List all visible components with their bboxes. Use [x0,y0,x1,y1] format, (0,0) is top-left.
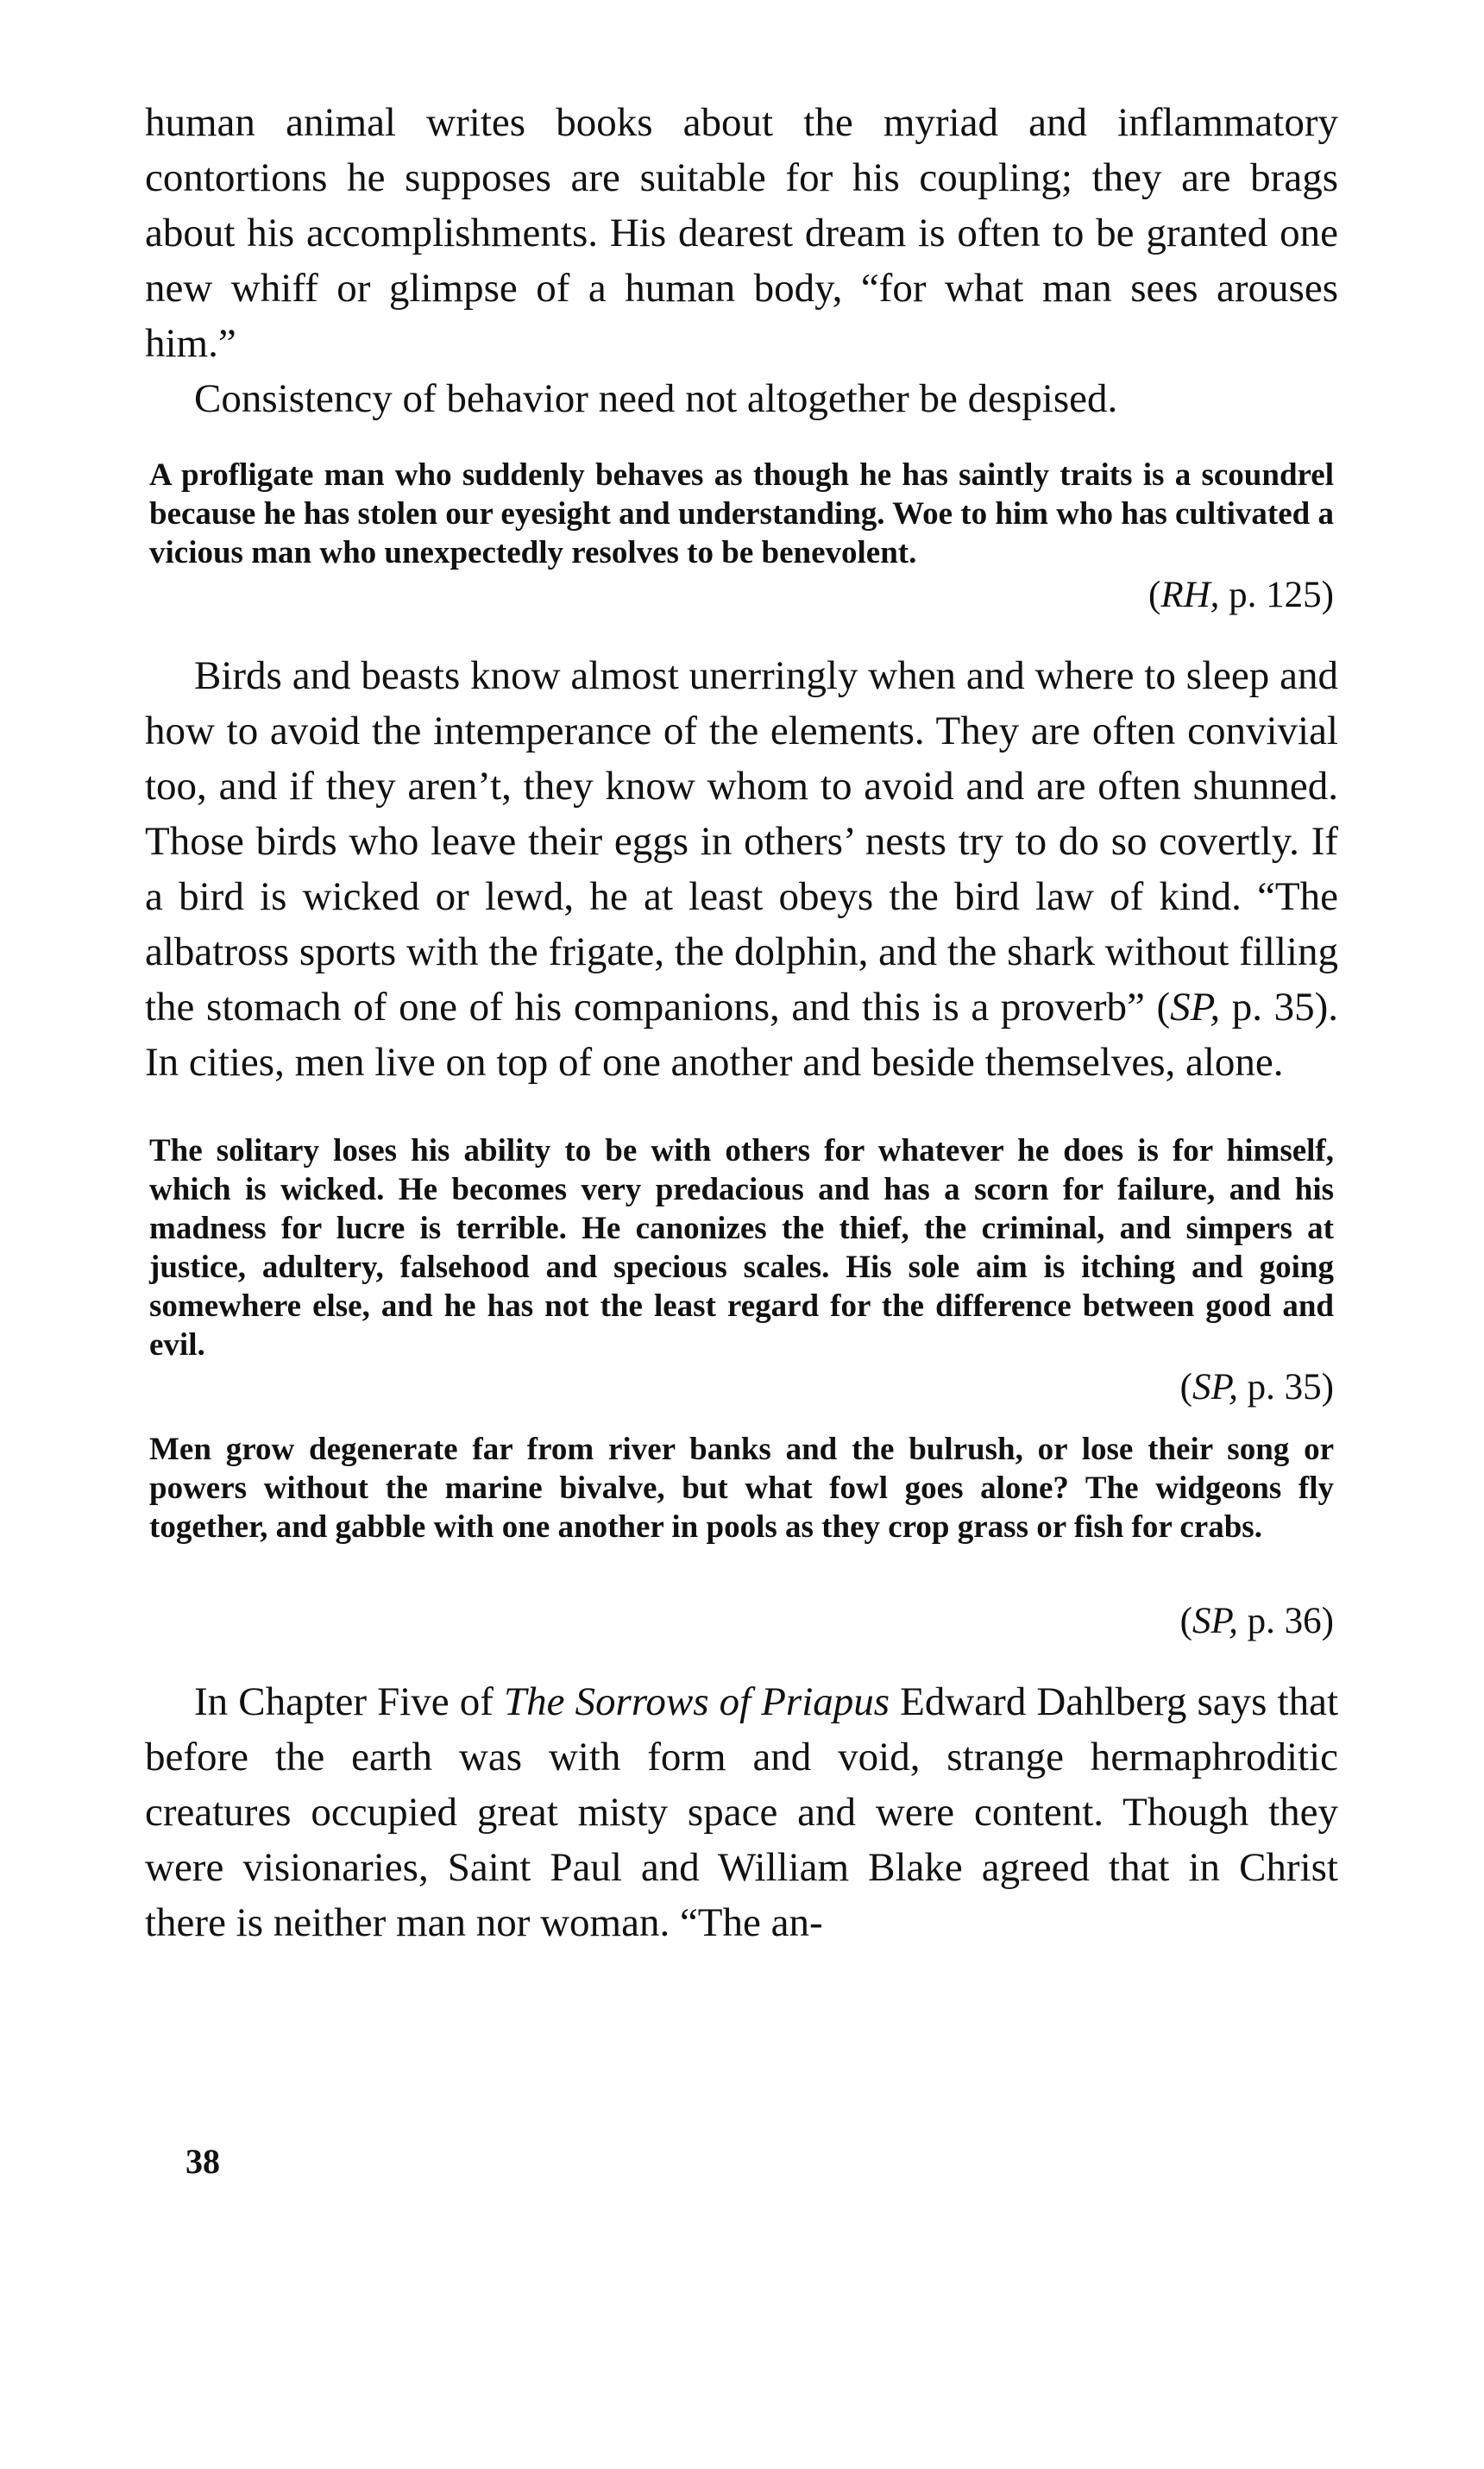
citation-sp-36: (SP, p. 36) [1179,1601,1334,1641]
book-title: The Sorrows of Priapus [503,1679,890,1724]
paragraph-chapter-five: In Chapter Five of The Sorrows of Priapus Edward Dahlberg says that before the earth was with form and void, strange hermaphroditic creatures occupied great misty space and were content. Though they were visionaries, Saint Paul and William Blake agreed that in Christ there is neither man nor woman. “The an- [145,1679,1338,1945]
block-quote-solitary: The solitary loses his ability to be with others for whatever he does is for himself, which is wicked. He becomes very predacious and has a scorn for failure, and his madness for lucre is terrible. He canonizes the thief, the criminal, and simpers at justice, adultery, falsehood and specious scales. His sole aim is itching and going somewhere else, and he has not the least regard for the difference between good and evil. [149,1133,1334,1363]
page-body [145,95,1338,1950]
page-number: 38 [186,2142,220,2181]
citation-rh: (RH, p. 125) [1148,575,1334,615]
paragraph-birds: Birds and beasts know almost unerringly when and where to sleep and how to avoid the intemperance of the elements. They are often convivial too, and if they aren’t, they know whom to avoid and are often shunned. Those birds who leave their eggs in others’ nests try to do so covertly. If a bird is wicked or lewd, he at least obeys the bird law of kind. “The albatross sports with the frigate, the dolphin, and the shark without filling the stomach of one of his companions, and this is a proverb” (SP, p. 35). In cities, men live on top of one another and beside themselves, alone. [145,653,1338,1085]
block-quote-widgeons: Men grow degenerate far from river banks and the bulrush, or lose their song or powers without the marine bivalve, but what fowl goes alone? The widgeons fly together, and gabble with one another in pools as they crop grass or fish for crabs. [149,1432,1334,1545]
block-quote-rh: A profligate man who suddenly behaves as though he has saintly traits is a scoundrel because he has stolen our eyesight and understanding. Woe to him who has cultivated a vicious man who unexpectedly resolves to be benevolent. [149,457,1334,570]
citation-sp-35: (SP, p. 35) [1179,1367,1334,1408]
paragraph-continuation: human animal writes books about the myriad and inflammatory contortions he supposes are suitable for his coupling; they are brags about his accomplishments. His dearest dream is often to be granted one new whiff or glimpse of a human body, “for what man sees arouses him.” [145,100,1338,366]
paragraph-consistency: Consistency of behavior need not altogether be despised. [194,376,1118,421]
